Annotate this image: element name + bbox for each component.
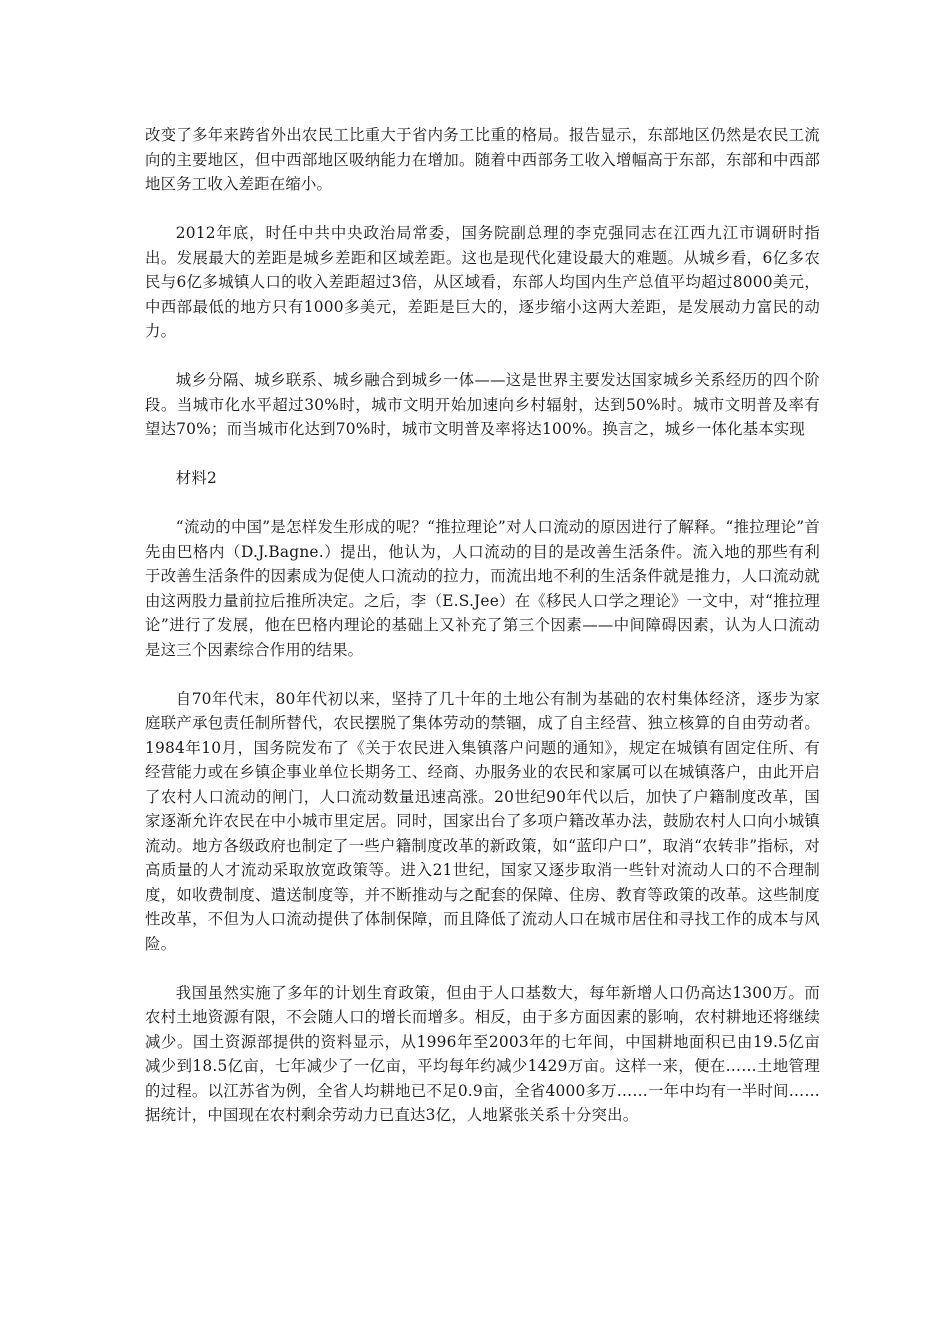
paragraph-household-registration-reform: 自70年代末，80年代初以来，坚持了几十年的土地公有制为基础的农村集体经济，逐步为家庭联产承包责任制所替代，农民摆脱了集体劳动的禁锢，成了自主经营、独立核算的自由劳动者。1984年10月，国务院发布了《关于农民进入集镇落户问题的通知》，规定在城镇有固定住所、有经营能力或在乡镇企事业单位长期务工、经商、办服务业的农民和家属可以在城镇落户，由此开启了农村人口流动的闸门，人口流动数量迅速高涨。20世纪90年代以后，加快了户籍制度改革，国家逐渐允许农民在中小城市里定居。同时，国家出台了多项户籍改革办法，鼓励农村人口向小城镇流动。地方各级政府也制定了一些户籍制度改革的新政策，如“蓝印户口”，取消“农转非”指标，对高质量的人才流动采取放宽政策等。进入21世纪，国家又逐步取消一些针对流动人口的不合理制度，如收费制度、遣送制度等，并不断推动与之配套的保障、住房、教育等政策的改革。这些制度性改革，不但为人口流动提供了体制保障，而且降低了流动人口在城市居住和寻找工作的成本与风险。	[145, 689, 820, 953]
material-2-heading: 材料2	[175, 469, 217, 487]
paragraph-urban-rural-integration: 城乡分隔、城乡联系、城乡融合到城乡一体——这是世界主要发达国家城乡关系经历的四个阶段。当城市化水平超过30%时，城市文明开始加速向乡村辐射，达到50%时。城市文明普及率有望达70%；而当城市化达到70%时，城市文明普及率将达100%。换言之，城乡一体化基本实现	[145, 371, 820, 438]
paragraph-migrant-workers: 改变了多年来跨省外出农民工比重大于省内务工比重的格局。报告显示，东部地区仍然是农民工流向的主要地区，但中西部地区吸纳能力在增加。随着中西部务工收入增幅高于东部，东部和中西部地区务工收入差距在缩小。	[145, 126, 820, 193]
paragraph-push-pull-theory: “流动的中国”是怎样发生形成的呢？“推拉理论”对人口流动的原因进行了解释。“推拉理论”首先由巴格内（D.J.Bagne.）提出，他认为，人口流动的目的是改善生活条件。流入地的那些有利于改善生活条件的因素成为促使人口流动的拉力，而流出地不利的生活条件就是推力，人口流动就由这两股力量前拉后推所决定。之后，李（E.S.Jee）在《移民人口学之理论》一文中，对“推拉理论”进行了发展，他在巴格内理论的基础上又补充了第三个因素——中间障碍因素，认为人口流动是这三个因素综合作用的结果。	[145, 518, 820, 659]
document-body	[145, 123, 820, 1152]
paragraph-land-population-pressure: 我国虽然实施了多年的计划生育政策，但由于人口基数大，每年新增人口仍高达1300万。而农村土地资源有限，不会随人口的增长而增多。相反，由于多方面因素的影响，农村耕地还将继续减少。国土资源部提供的资料显示，从1996年至2003年的七年间，中国耕地面积已由19.5亿亩减少到18.5亿亩，七年减少了一亿亩，平均每年约减少1429万亩。这样一来，便在……土地管理的过程。以江苏省为例，全省人均耕地已不足0.9亩，全省4000多万……一年中均有一半时间……据统计，中国现在农村剩余劳动力已直达3亿，人地紧张关系十分突出。	[145, 983, 820, 1124]
paragraph-urban-rural-gap: 2012年底，时任中共中央政治局常委，国务院副总理的李克强同志在江西九江市调研时指出。发展最大的差距是城乡差距和区域差距。这也是现代化建设最大的难题。从城乡看，6亿多农民与6亿多城镇人口的收入差距超过3倍，从区域看，东部人均国内生产总值平均超过8000美元，中西部最低的地方只有1000多美元，差距是巨大的，逐步缩小这两大差距，是发展动力富民的动力。	[145, 224, 820, 340]
